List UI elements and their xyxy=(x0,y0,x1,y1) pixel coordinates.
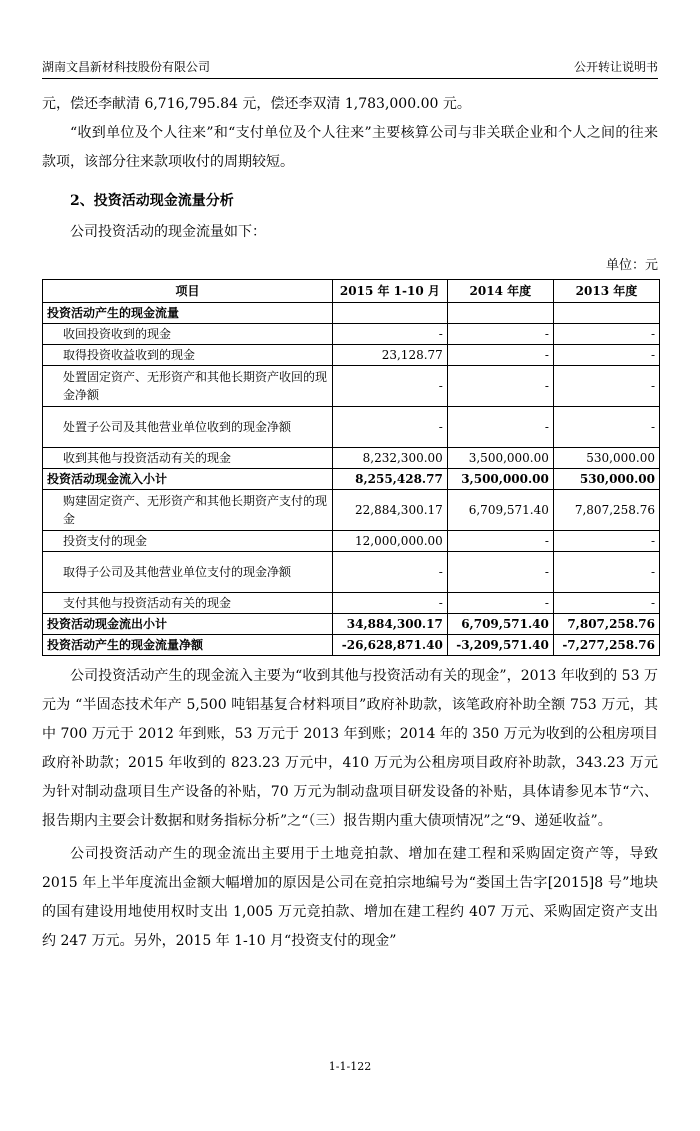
cell-2013: - xyxy=(553,552,659,593)
table-row xyxy=(43,448,660,469)
cell-2014: -3,209,571.40 xyxy=(447,635,553,656)
table-row xyxy=(43,593,660,614)
column-header-item: 项目 xyxy=(43,280,333,303)
row-label: 处置子公司及其他营业单位收到的现金净额 xyxy=(43,407,333,448)
row-label: 取得投资收益收到的现金 xyxy=(43,345,333,366)
cell-2015: -26,628,871.40 xyxy=(333,635,448,656)
page-content xyxy=(42,90,658,956)
cell-2014: - xyxy=(447,407,553,448)
section-heading: 2、投资活动现金流量分析 xyxy=(70,193,234,209)
cell-2014: 3,500,000.00 xyxy=(447,469,553,490)
row-label: 投资支付的现金 xyxy=(43,531,333,552)
investing-cash-flow-table xyxy=(42,279,660,656)
cell-2013: 7,807,258.76 xyxy=(553,490,659,531)
cell-2015 xyxy=(333,303,448,324)
cell-2014: - xyxy=(447,324,553,345)
cell-2013: - xyxy=(553,593,659,614)
paragraph-intercourse-funds: “收到单位及个人往来”和“支付单位及个人往来”主要核算公司与非关联企业和个人之间的往来款项，该部分往来款项收付的周期较短。 xyxy=(42,125,658,170)
page-header xyxy=(42,56,658,79)
table-row xyxy=(43,635,660,656)
cell-2015: - xyxy=(333,407,448,448)
row-label: 投资活动现金流出小计 xyxy=(43,614,333,635)
table-row xyxy=(43,324,660,345)
cell-2013: - xyxy=(553,345,659,366)
cell-2013: - xyxy=(553,407,659,448)
cell-2013: 530,000.00 xyxy=(553,469,659,490)
row-label: 支付其他与投资活动有关的现金 xyxy=(43,593,333,614)
cell-2015: 8,255,428.77 xyxy=(333,469,448,490)
cell-2014: - xyxy=(447,593,553,614)
row-label: 收到其他与投资活动有关的现金 xyxy=(43,448,333,469)
cell-2015: 22,884,300.17 xyxy=(333,490,448,531)
cell-2013 xyxy=(553,303,659,324)
page-number: 1-1-122 xyxy=(328,1060,372,1073)
column-header-2014: 2014 年度 xyxy=(447,280,553,303)
column-header-2015: 2015 年 1-10 月 xyxy=(333,280,448,303)
cell-2015: - xyxy=(333,593,448,614)
cell-2015: 34,884,300.17 xyxy=(333,614,448,635)
table-row xyxy=(43,614,660,635)
paragraph-outflow-analysis: 公司投资活动产生的现金流出主要用于土地竞拍款、增加在建工程和采购固定资产等，导致 2015 年上半年度流出金额大幅增加的原因是公司在竞拍宗地编号为“娄国土告字[2015]8 号”地块的国有建设用地使用权时支出 1,005 万元竞拍款、增加在建工程约 407 万元、采购固定资产支出约 247 万元。另外，2015 年 1-10 月“投资支付的现金” xyxy=(42,846,658,949)
cell-2014: - xyxy=(447,552,553,593)
cell-2015: - xyxy=(333,324,448,345)
table-header-row xyxy=(43,280,660,303)
paragraph-repayment: 元，偿还李献清 6,716,795.84 元，偿还李双清 1,783,000.00 元。 xyxy=(42,96,471,112)
cell-2014: 6,709,571.40 xyxy=(447,614,553,635)
cell-2014: - xyxy=(447,366,553,407)
row-label: 投资活动现金流入小计 xyxy=(43,469,333,490)
row-label: 收回投资收到的现金 xyxy=(43,324,333,345)
paragraph-table-intro: 公司投资活动的现金流量如下： xyxy=(70,224,266,240)
table-row xyxy=(43,469,660,490)
table-row xyxy=(43,490,660,531)
cell-2015: 8,232,300.00 xyxy=(333,448,448,469)
row-label: 取得子公司及其他营业单位支付的现金净额 xyxy=(43,552,333,593)
cell-2014: 3,500,000.00 xyxy=(447,448,553,469)
cell-2015: 12,000,000.00 xyxy=(333,531,448,552)
cell-2013: -7,277,258.76 xyxy=(553,635,659,656)
column-header-2013: 2013 年度 xyxy=(553,280,659,303)
paragraph-inflow-analysis: 公司投资活动产生的现金流入主要为“收到其他与投资活动有关的现金”，2013 年收到的 53 万元为 “半固态技术年产 5,500 吨铝基复合材料项目”政府补助款，该笔政府补助全额 753 万元，其中 700 万元于 2012 年到账，53 万元于 2013 年到账；2014 年的 350 万元为收到的公租房项目政府补助款；2015 年收到的 823.23 万元中，410 万元为公租房项目政府补助款，343.23 万元为针对制动盘项目生产设备的补贴，70 万元为制动盘项目研发设备的补贴，具体请参见本节“六、报告期内主要会计数据和财务指标分析”之“（三）报告期内重大债项情况”之“9、递延收益”。 xyxy=(42,668,658,829)
row-label: 处置固定资产、无形资产和其他长期资产收回的现金净额 xyxy=(43,366,333,407)
cell-2015: - xyxy=(333,552,448,593)
table-row xyxy=(43,552,660,593)
table-row xyxy=(43,366,660,407)
row-label: 投资活动产生的现金流量净额 xyxy=(43,635,333,656)
cell-2013: - xyxy=(553,366,659,407)
table-row xyxy=(43,531,660,552)
table-row xyxy=(43,407,660,448)
cell-2015: - xyxy=(333,366,448,407)
table-row xyxy=(43,303,660,324)
row-label: 投资活动产生的现金流量 xyxy=(43,303,333,324)
cell-2014: - xyxy=(447,345,553,366)
company-name: 湖南文昌新材科技股份有限公司 xyxy=(42,60,211,74)
table-row xyxy=(43,345,660,366)
cell-2014 xyxy=(447,303,553,324)
row-label: 购建固定资产、无形资产和其他长期资产支付的现金 xyxy=(43,490,333,531)
cell-2013: 7,807,258.76 xyxy=(553,614,659,635)
table-unit-label: 单位：元 xyxy=(605,258,658,273)
document-type: 公开转让说明书 xyxy=(573,60,658,74)
cell-2013: - xyxy=(553,324,659,345)
cell-2015: 23,128.77 xyxy=(333,345,448,366)
cell-2014: - xyxy=(447,531,553,552)
cell-2013: - xyxy=(553,531,659,552)
cell-2014: 6,709,571.40 xyxy=(447,490,553,531)
cell-2013: 530,000.00 xyxy=(553,448,659,469)
